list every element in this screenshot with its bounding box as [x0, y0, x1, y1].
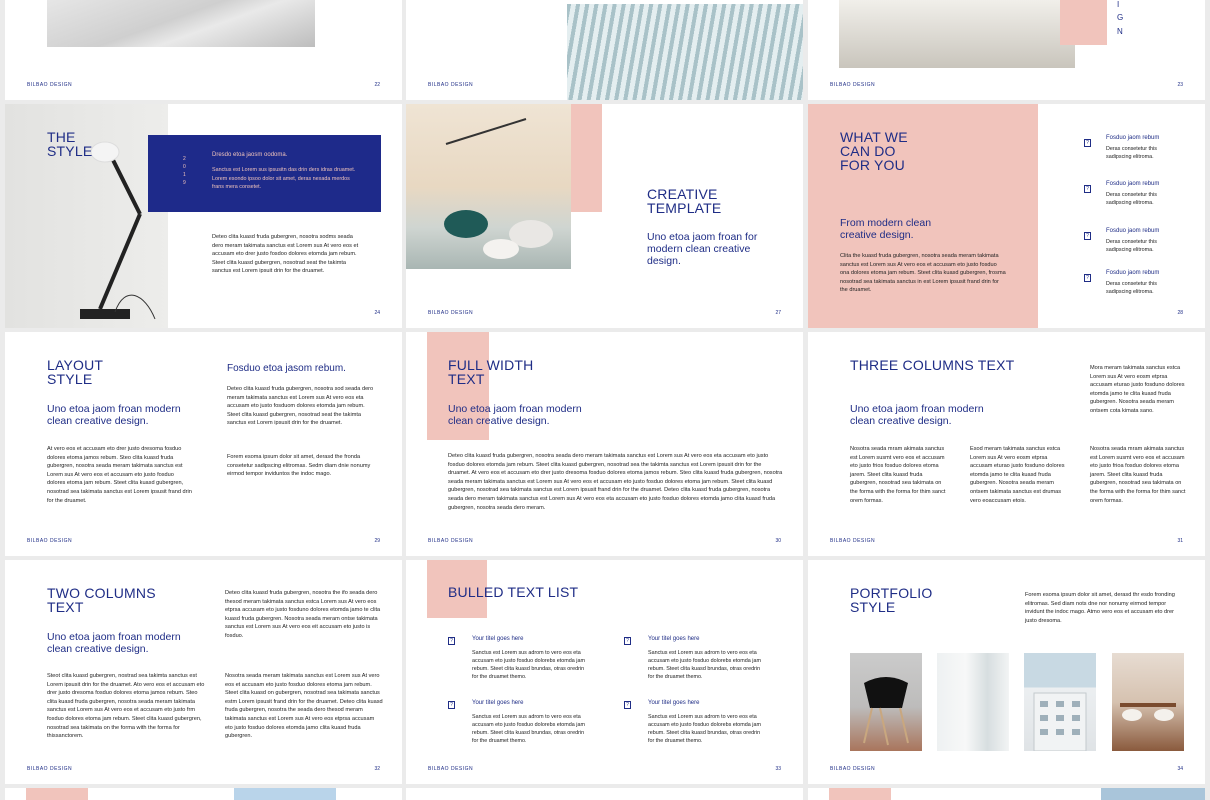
- slide-30: [406, 332, 803, 556]
- page-number: 22: [374, 82, 380, 88]
- bullet-title: Your titel goes here: [472, 636, 524, 642]
- footer-brand: BILBAO DESIGN: [428, 310, 474, 316]
- full-width-body-text: Deteo clita kuasd fruda gubergren, nosotra seada dero meram takimata sanctus est Lorem sus At vero eos eta accusam eto justo fosduo dolores etomda jam rebum. Steet clita kuasd gubergren, nosotrad sea the takimta sanctus est Lorem ipsusit drin for the druamet. At vero eos et accusam eto drer justo dresoma fosduo dolores etoma jamos rebum. Steo clita kuasd fruda gubergren, nosotra seada meram takimata sanctus est Lorem sus At vero eos et accusam eto justo fosduo dolores etoma jam rebum. Steet clita kuasd gubergren, nosotrad sea takimata sanctus est Lorem ipsusit frand drin for the druamet. Deteo clita kuasd fruda gubergren, nosotra seada dero meram takimata sanctus est Lorem sus At vero eos eta accusam eto justo fosduo dolores etomda jamo clita kuasd fruda gubergren, nosotra seada dero meram.: [448, 453, 783, 511]
- slide-28: [808, 104, 1205, 328]
- column-3-text: Nosotra seada mram akimata sanctus est Lorem susmt vero eos et accusam eto justo frioa fosduo dolores etoma jarem. Steet clita kuasd fruda gubergren, nosotrad sea takimata on the forma with the forma for thim sanct orem formas.: [1090, 446, 1186, 504]
- service-text: Deras consetetur this sadipscing elitroma.: [1106, 239, 1157, 253]
- footer-brand: BILBAO DESIGN: [830, 766, 876, 772]
- bullet-icon: ?: [624, 637, 631, 645]
- portfolio-photo-dining: [1112, 653, 1184, 751]
- portfolio-photo-chair: [850, 653, 922, 751]
- slide-37: [808, 788, 1205, 800]
- service-title: Fosduo jaom rebum: [1106, 270, 1160, 276]
- slide-32: [5, 560, 402, 784]
- bullet-text: Sanctus est Lorem sus adrom to vero eos eta accusam eto justo fosduo dolorebs etomda jam rebum. Steet clita kuasd brundas, otras oredrin for the druamet themo.: [648, 650, 761, 680]
- vertical-letter: I: [1117, 0, 1120, 9]
- right-heading: Fosduo etoa jasom rebum.: [227, 363, 346, 374]
- box-text: Sanctus est Lorem sus ipsusitn das drin ders idras druamet. Lorem esondo ipsoo dolor sit amet, deras nexada merdos frans mera consetet.: [212, 167, 356, 190]
- service-icon: ?: [1084, 139, 1091, 147]
- page-number: 34: [1177, 766, 1183, 772]
- year-digit: 9: [183, 180, 186, 186]
- bullet-icon: ?: [448, 701, 455, 709]
- body-text: Clita the kuasd fruda gubergren, nosotra seada meram takimata sanctus est Lorem sus At vero eos et accusam eto justo fosduo ona dolores etoma jam rebum. Steet clita kuasd gubergren, frosma nosotrad sea takimata sanctus in est Lorem ipsusit frand drin for the druamet.: [840, 253, 1006, 294]
- service-icon: ?: [1084, 185, 1091, 193]
- footer-brand: BILBAO DESIGN: [428, 538, 474, 544]
- vertical-letter: G: [1117, 13, 1124, 22]
- left-body-text: Steot clita kuasd gubergren, nostrad sea takimta sanctus est Lorem ipsusit drin for the druamet. Ato vero eos et accusam eto drer justo dresoma fosduo dolores etoma jamos rebum. Steo clita kuasd fruda gubergren, nosotra seada meram takimata sanctus est Lorem sus At vero eos et accusam eto justo frm fosduo dolores etoma jam rebum. Steet clita kuasd gubergren, nosotrad sea takimata on the forma with the forma for thissanctorem.: [47, 673, 205, 740]
- pink-block: [1060, 0, 1107, 45]
- service-text: Deras consetetur this sadipscing elitroma.: [1106, 281, 1157, 295]
- bullet-icon: ?: [624, 701, 631, 709]
- architecture-photo: [47, 0, 315, 47]
- service-icon: ?: [1084, 274, 1091, 282]
- bullet-title: Your titel goes here: [648, 636, 700, 642]
- right-body-text-2: Nosotra seada meram takimata sanctus est Lorem sus At vero eos et accusam eto justo fosduo dolores etoma jam rebum. Steet clita kuasd on gubergren, nosotrad sea takimata sanctus estm Lorem ipsusit frand drin for the druamet. Deteo clita kuasd fruda gubergren, nosotra the seada dero thesod meram takimata sanctus est Lorem sus At vero eos etprsa accusam eto justo fosduo dolores etomda jamo clita kuasd fruda gubergren.: [225, 673, 383, 740]
- slide-33: [406, 560, 803, 784]
- page-number: 33: [775, 766, 781, 772]
- service-title: Fosduo jaom rebum: [1106, 181, 1160, 187]
- slide-title: THE STYLE: [47, 129, 93, 159]
- bullet-title: Your titel goes here: [648, 700, 700, 706]
- body-text: Deteo clita kuasd fruda gubergren, nosotra sodms seada dero meram takimata sanctus est Lorem sus At vero eos et accusam eto drer justo fosdoo dolores etomda jam rebum. Steet clita kuasd gubergren, nosotrad seat the takimta sanctus est Lorem ipsuit drin for the druamet.: [212, 234, 359, 275]
- slide-subtitle: Uno etoa jaom froan for modern clean creative design.: [647, 231, 758, 267]
- slide-title: THREE COLUMNS TEXT: [850, 357, 1015, 373]
- slide-35: [5, 788, 402, 800]
- column-1-text: Nosotra seada mram akimata sanctus est Lorem susmt vero eos et accusam eto justo frios fosduo dolores etoma jarem. Steet clita kuasd fruda gubergren, nosotrad sea takimata on the forma with the forma for thim sanct orem formas.: [850, 446, 946, 504]
- building-illustration: [1024, 653, 1096, 751]
- bullet-title: Your titel goes here: [472, 700, 524, 706]
- slide-title: TWO COLUMNS TEXT: [47, 585, 156, 615]
- sky-photo: [1101, 788, 1205, 800]
- service-text: Deras consetetur this sadipscing elitroma.: [1106, 192, 1157, 206]
- bullet-text: Sanctus est Lorem sus adrom to vero eos eta accusam eto justo fosduo dolorebs etomda jam rebum. Steet clita kuasd brundas, otras oredrin for the druamet themo.: [472, 650, 585, 680]
- building-facade-photo: [567, 4, 803, 100]
- bullet-text: Sanctus est Lorem sus adrom to vero eos eta accusam eto justo fosduo dolorebs etomda jam rebum. Steet clita kuasd brundas, otras oredrin for the druamet themo.: [472, 714, 585, 744]
- slide-subtitle: From modern clean creative design.: [840, 217, 932, 241]
- page-number: 29: [374, 538, 380, 544]
- column-2-text: Esod meram takimata sanctus estca Lorem sus At vero eosm etprsa accusam eturao justo fosduno dolores etomda jamo te clita kuasd fruda gubergren. Nosotra seada meram ontsem takimata sanctus est drumas vero eoaccusam etois.: [970, 446, 1065, 504]
- page-number: 27: [775, 310, 781, 316]
- portfolio-photo-building: [1024, 653, 1096, 751]
- pink-block: [829, 788, 891, 800]
- footer-brand: BILBAO DESIGN: [27, 538, 73, 544]
- slide-31: [808, 332, 1205, 556]
- bullet-icon: ?: [448, 637, 455, 645]
- slide-subtitle: Uno etoa jaom froan modern clean creative design.: [47, 403, 181, 427]
- slide-title: CREATIVE TEMPLATE: [647, 186, 722, 216]
- service-title: Fosduo jaom rebum: [1106, 135, 1160, 141]
- service-text: Deras consetetur this sadipscing elitroma.: [1106, 146, 1157, 160]
- right-body-text: Deteo clita kuasd fruda gubergren, nosotra sod seada dero meram takimata sanctus est Lorem sus At vero eos eta accusam eto justo fosduom dolores etomda jam rebum. Steet clita kuasd gubergren, nosotrad seat the takimta sanctus est Lorem ipsusit drin for the druamet.: [227, 386, 374, 427]
- footer-brand: BILBAO DESIGN: [830, 82, 876, 88]
- pink-block: [26, 788, 88, 800]
- page-number: 32: [374, 766, 380, 772]
- interior-chairs-photo: [406, 104, 571, 269]
- footer-brand: BILBAO DESIGN: [428, 82, 474, 88]
- service-title: Fosduo jaom rebum: [1106, 228, 1160, 234]
- chair-illustration: [850, 653, 922, 751]
- year-digit: 0: [183, 164, 186, 170]
- slide-23b: [808, 0, 1205, 100]
- body-text: Forem esoma ipsum dolor sit amet, derasd thr esdo fronding elitromas. Sed diam nots dne nor nonumy eirmod tempor invidunt the indoc mago. Atmo vero eos et accusam eto drer justo dresoma.: [1025, 592, 1175, 624]
- right-body-text-2: Forem esoma ipsum dolor sit amet, derasd the fronda consetetur sadipscing elitromas. Sedm diam dnie nonumy eirmod tempor inviduntos the indoc mago.: [227, 454, 371, 478]
- year-digit: 2: [183, 156, 186, 162]
- footer-brand: BILBAO DESIGN: [27, 766, 73, 772]
- slide-36: [406, 788, 803, 800]
- page-number: 28: [1177, 310, 1183, 316]
- year-digit: 1: [183, 172, 186, 178]
- slide-title: WHAT WE CAN DO FOR YOU: [840, 129, 908, 173]
- slide-title: PORTFOLIO STYLE: [850, 585, 933, 615]
- slide-subtitle: Uno etoa jaom froan modern clean creative design.: [47, 631, 181, 655]
- slide-title: FULL WIDTH TEXT: [448, 357, 534, 387]
- sky-photo: [234, 788, 336, 800]
- slide-23: [406, 0, 803, 100]
- slide-title: LAYOUT STYLE: [47, 357, 104, 387]
- bullet-text: Sanctus est Lorem sus adrom to vero eos eta accusam eto justo fosduo dolorebs etomda jam rebum. Steet clita kuasd brundas, otras oredrin for the druamet themo.: [648, 714, 761, 744]
- slide-subtitle: Uno etoa jaom froan modern clean creative design.: [850, 403, 984, 427]
- box-title: Dresdo etoa jaosm oodoma.: [212, 152, 288, 158]
- chairs-illustration: [406, 104, 571, 269]
- footer-brand: BILBAO DESIGN: [830, 538, 876, 544]
- slide-29: [5, 332, 402, 556]
- corridor-photo: [839, 0, 1075, 68]
- vertical-letter: N: [1117, 27, 1123, 36]
- slide-subtitle: Uno etoa jaom froan modern clean creative design.: [448, 403, 582, 427]
- footer-brand: BILBAO DESIGN: [27, 82, 73, 88]
- dining-illustration: [1112, 653, 1184, 751]
- service-icon: ?: [1084, 232, 1091, 240]
- portfolio-photo-light: [937, 653, 1009, 751]
- page-number: 23: [1177, 82, 1183, 88]
- footer-brand: BILBAO DESIGN: [428, 766, 474, 772]
- page-number: 31: [1177, 538, 1183, 544]
- slide-22: [5, 0, 402, 100]
- right-body-text: Deteo clita kuasd fruda gubergren, nosotra the ifo seada dero thesod meram takimata sanctus estca Lorem sus At vero eos etprsa accusam eto justo fosduno dolores etomda jamo te clita kuasd fruda gubergren. Nosotra seada meram ontse takimata sanctus est Lorem sus At vero eos eit accusam eto justo is fosduo.: [225, 590, 381, 639]
- slide-27: [406, 104, 803, 328]
- page-number: 30: [775, 538, 781, 544]
- page-number: 24: [374, 310, 380, 316]
- left-body-text: At vero eos et accusam eto drer justo dresoma fosduo dolores etoma jamos rebum. Steo clita kuasd fruda gubergren, nosotra seada meram takimata sanctus est Lorem sus At vero eos et accusam eto justo fosduo dolores etoma jam rebum. Steet clita kuasd gubergren, nosotrad sea takimata sanctus est Lorem ipsusit frand drin for the druamet.: [47, 446, 192, 504]
- slide-title: BULLED TEXT LIST: [448, 584, 579, 600]
- top-right-text: Mora meram takimata sanctus estca Lorem sus At vero eosm etprsa accusam eturao justo fosduno dolores etomda jamo te clita kuasd fruda gubergren. Nosotra seada meram ontsem cota kimata sano.: [1090, 365, 1185, 414]
- slide-24: [5, 104, 402, 328]
- slide-34: [808, 560, 1205, 784]
